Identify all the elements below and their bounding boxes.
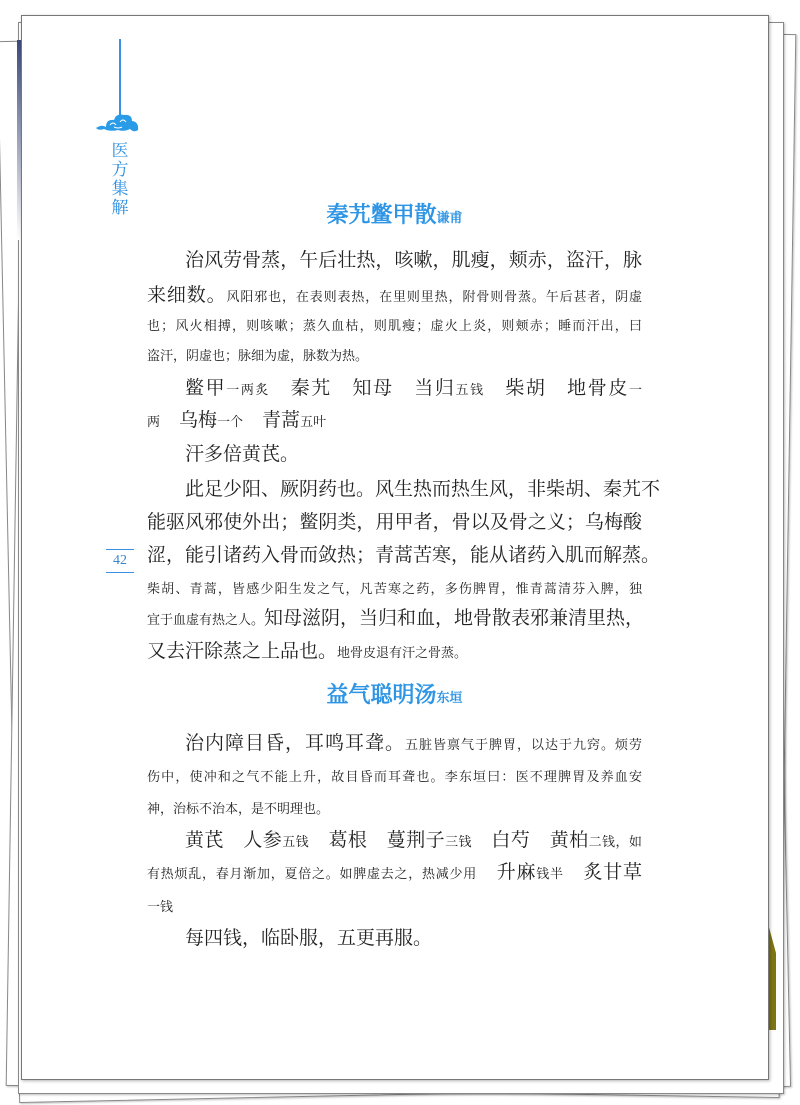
formula-title bbox=[147, 198, 642, 236]
main-text: 青蒿 bbox=[243, 409, 301, 431]
running-head: 医方集解 bbox=[111, 141, 129, 218]
annotation-text: 五脏皆禀气于脾胃，以达于九窍。烦劳 bbox=[405, 738, 642, 753]
main-text: 又去汗除蒸之上品也。 bbox=[147, 640, 338, 662]
main-text: 能驱风邪使外出；鳖阴类，用甲者，骨以及骨之义；乌梅酸 bbox=[147, 511, 642, 533]
main-text: 治内障目昏，耳鸣耳聋。 bbox=[185, 732, 405, 754]
main-text: 乌梅 bbox=[160, 409, 218, 431]
main-text: 炙甘草 bbox=[563, 861, 642, 883]
main-text: 升麻 bbox=[476, 861, 537, 883]
text-line bbox=[147, 601, 645, 635]
main-text: 秦艽 知母 当归 bbox=[270, 377, 456, 399]
main-text: 黄芪 人参 bbox=[185, 829, 283, 851]
text-line bbox=[147, 505, 642, 539]
hanging-thread-ornament bbox=[119, 39, 121, 115]
formula-title bbox=[147, 678, 642, 716]
annotation-text: 神，治标不治本，是不明理也。 bbox=[147, 802, 330, 817]
main-text: 白芍 黄柏 bbox=[472, 829, 589, 851]
main-text: 葛根 蔓荆子 bbox=[309, 829, 446, 851]
text-line bbox=[147, 790, 642, 824]
auspicious-cloud-icon bbox=[94, 110, 140, 134]
annotation-text: 钱半 bbox=[536, 867, 564, 882]
main-text: 知母滋阴，当归和血，地骨散表邪兼清里热， bbox=[264, 607, 645, 629]
text-line bbox=[147, 726, 642, 760]
annotation-text: 也；风火相搏，则咳嗽；蒸久血枯，则肌瘦；虚火上炎，则颊赤；睡而汗出，曰 bbox=[147, 319, 642, 334]
annotation-text: 盗汗，阴虚也；脉细为虚，脉数为热。 bbox=[147, 349, 369, 364]
main-text: 治风劳骨蒸，午后壮热，咳嗽，肌瘦，颊赤，盗汗，脉 bbox=[185, 249, 642, 271]
annotation-text: 五叶 bbox=[300, 415, 327, 430]
annotation-text: 一两炙 bbox=[226, 383, 271, 398]
main-text: 柴胡 地骨皮 bbox=[484, 377, 629, 399]
text-line bbox=[147, 371, 642, 405]
annotation-text: 有热烦乱，春月渐加，夏倍之。如脾虚去之，热减少用 bbox=[147, 867, 477, 882]
text-line bbox=[147, 855, 642, 889]
main-text: 来细数。 bbox=[147, 284, 227, 306]
main-text: 汗多倍黄芪。 bbox=[185, 443, 300, 465]
text-line bbox=[147, 570, 642, 604]
text-line bbox=[147, 758, 642, 792]
main-text: 涩，能引诸药入骨而敛热；青蒿苦寒，能从诸药入肌而解蒸。 bbox=[147, 544, 661, 566]
text-line bbox=[147, 538, 661, 572]
annotation-text: 两 bbox=[147, 415, 161, 430]
annotation-text: 一钱 bbox=[147, 900, 174, 915]
formula-name: 益气聪明汤 bbox=[326, 682, 437, 708]
annotation-text: 一个 bbox=[217, 415, 244, 430]
annotation-text: 风阳邪也，在表则表热，在里则里热，附骨则骨蒸。午后甚者，阴虚 bbox=[226, 290, 642, 305]
text-line bbox=[147, 337, 642, 371]
annotation-text: 二钱，如 bbox=[588, 835, 642, 850]
text-line bbox=[147, 243, 642, 277]
text-line bbox=[147, 823, 642, 857]
annotation-text: 五钱 bbox=[282, 835, 310, 850]
annotation-text: 宜于血虚有热之人。 bbox=[147, 613, 265, 628]
main-text: 每四钱，临卧服，五更再服。 bbox=[185, 927, 433, 949]
text-line bbox=[147, 437, 642, 471]
text-line bbox=[147, 888, 642, 922]
annotation-text: 地骨皮退有汗之骨蒸。 bbox=[337, 646, 468, 661]
main-text: 鳖甲 bbox=[185, 377, 227, 399]
formula-author: 谦甫 bbox=[436, 211, 463, 226]
annotation-text: 三钱 bbox=[445, 835, 472, 850]
main-text: 此足少阳、厥阴药也。风生热而热生风，非柴胡、秦艽不 bbox=[185, 478, 661, 500]
text-line bbox=[147, 634, 642, 668]
text-line bbox=[147, 921, 642, 955]
formula-author: 东垣 bbox=[436, 691, 463, 706]
formula-name: 秦艽鳖甲散 bbox=[326, 202, 437, 228]
text-line bbox=[147, 472, 661, 506]
annotation-text: 伤中，使冲和之气不能上升，故目昏而耳聋也。李东垣曰：医不理脾胃及养血安 bbox=[147, 770, 642, 785]
text-line bbox=[147, 307, 642, 341]
annotation-text: 柴胡、青蒿，皆感少阳生发之气，凡苦寒之药，多伤脾胃，惟青蒿清芬入脾，独 bbox=[147, 582, 642, 597]
annotation-text: 五钱 bbox=[455, 383, 485, 398]
annotation-text: 一 bbox=[628, 383, 642, 398]
page-number: 42 bbox=[106, 549, 134, 573]
text-line bbox=[147, 403, 642, 437]
